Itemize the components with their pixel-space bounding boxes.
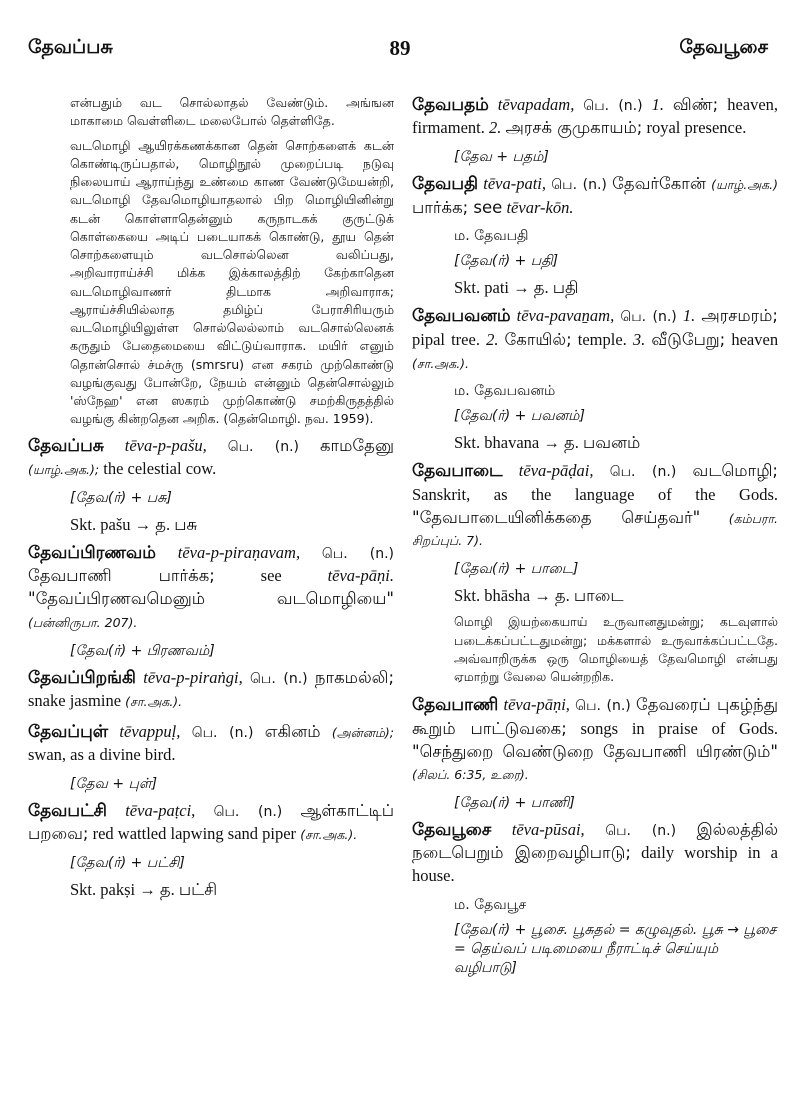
source-citation: (யாழ்.அக.) [711,177,779,193]
headword: தேவப்பசு [28,435,104,456]
sense-number: 3. [632,329,646,349]
page-header [0,36,800,66]
headword: தேவபவனம் [412,306,511,327]
english-definition: heaven, firmament. [412,95,779,138]
part-of-speech: பெ. (n.) [551,177,607,194]
entry [412,94,778,167]
headword: தேவப்பிரணவம் [28,542,156,563]
part-of-speech: பெ. (n.) [250,670,308,687]
entry-definition [412,819,778,888]
entry [28,800,394,901]
headword: தேவபட்சி [28,800,107,821]
english-definition: the celestial cow. [103,458,217,478]
transliteration: tēva-pūsai, [511,819,585,839]
see-transliteration: tēva-pāṇi. [327,566,394,586]
sanskrit-cognate: Skt. pakṣi → த. பட்சி [70,879,218,899]
entry-definition [412,694,778,786]
english-definition: pipal tree. [412,329,480,349]
entry-definition [28,667,394,713]
source-citation: (கம்பரா. சிறப்புப். 7). [412,510,778,549]
headword: தேவபாடை [412,461,503,482]
tamil-definition: தேவர்கோன் [612,174,706,194]
part-of-speech: பெ. (n.) [583,98,643,114]
etymology: [தேவ(ர்) + பதி] [454,253,559,270]
transliteration: tēva-p-pašu, [124,435,207,455]
headword: தேவபாணி [412,695,499,716]
entry-definition [28,721,394,767]
english-definition: songs in praise of Gods. [580,718,779,738]
part-of-speech: பெ. (n.) [575,698,631,715]
part-of-speech: பெ. (n.) [213,803,283,820]
entry [28,542,394,661]
english-definition: temple. [577,329,627,349]
etymology: [தேவ(ர்) + பூசை. பூசுதல் = கழுவுதல். பூசு → பூசை = தெய்வப் படிமையை நீராட்டிச் செய்யும் வழிபாடு] [454,921,777,976]
tamil-definition: வடமொழி; [692,461,778,481]
quotation: "செந்துறை வெண்டுறை தேவபாணி யிரண்டும்" [412,741,778,761]
english-definition: red wattled lapwing sand piper [92,824,297,844]
entry [412,460,778,686]
right-column [412,94,778,984]
sense-number: 2. [486,329,499,349]
entry-definition [412,305,778,374]
source-citation: (சா.அக.). [125,693,183,709]
entry [412,173,778,299]
sanskrit-cognate: Skt. pašu → த. பசு [70,514,198,534]
entry-definition [28,542,394,634]
tamil-definition: அரசமரம்; [701,306,778,326]
sanskrit-cognate: Skt. pati → த. பதி [454,278,579,298]
sanskrit-cognate: Skt. bhavana → த. பவனம் [454,433,641,453]
headword: தேவபதி [412,174,478,195]
transliteration: tēvappuḷ, [119,721,181,741]
sense-number: 1. [651,95,664,114]
tamil-definition: காமதேனு [319,435,394,455]
sanskrit-cognate: Skt. bhāsha → த. பாடை [454,586,624,606]
transliteration: tēva-pavaṉam, [516,306,615,326]
tamil-definition: தேவபாணி பார்க்க; [28,566,215,586]
page-number: 89 [389,36,411,60]
entry [28,721,394,794]
entry [28,435,394,536]
transliteration: tēva-p-piraṇavam, [177,542,301,562]
english-definition: daily worship in a house. [412,843,778,886]
left-column [28,94,394,907]
transliteration: tēva-pāḍai, [518,461,594,481]
sense-number: 1. [682,306,696,326]
tamil-definition: நாகமல்லி; [314,667,395,687]
source-citation: (சா.அக.). [300,827,358,843]
tamil-definition: கோயில்; [504,329,572,349]
part-of-speech: பெ. (n.) [321,545,395,562]
headword: தேவபூசை [412,819,492,840]
etymology: [தேவ(ர்) + பட்சி] [70,855,185,872]
transliteration: tēvapadam, [497,95,575,114]
entry-definition [28,435,394,481]
entry [412,819,778,978]
transliteration: tēva-pati, [483,174,547,194]
tamil-definition: அரசக் குமுகாயம்; [505,118,643,138]
headword: தேவப்பிறங்கி [28,667,136,688]
tamil-definition: இல்லத்தில் நடைபெறும் இறைவழிபாடு; [412,819,779,863]
part-of-speech: பெ. (n.) [191,724,254,741]
part-of-speech: பெ. (n.) [609,464,677,481]
quotation: "தேவபாடையினிக்கதை செய்தவர்" [412,507,701,527]
etymology: [தேவ + புள்] [70,775,158,792]
english-definition: heaven [731,329,779,349]
see-label: பார்க்க; see [412,197,503,217]
running-head-right: தேவபூசை [679,36,768,58]
english-definition: Sanskrit, as the language of the Gods. [412,484,778,504]
entry-definition [412,94,778,140]
headword: தேவப்புள் [28,721,109,742]
usage-note: மொழி இயற்கையாய் உருவானதுமன்று; கடவுளால் படைக்கப்பட்டதுமன்று; மக்களால் உருவாக்கப்பட்டதே. அவ்வாறிருக்க ஒரு மொழியைத் தேவமொழி என்பது ஏமாற்று வேலை யென்றறிக. [454,614,778,685]
transliteration: tēva-paṭci, [125,800,196,820]
tamil-definition: தேவரைப் புகழ்ந்து கூறும் பாட்டுவகை; [412,695,779,738]
part-of-speech: பெ. (n.) [227,438,299,455]
etymology: [தேவ(ர்) + பிரணவம்] [70,642,215,659]
entry-definition [412,460,778,552]
quotation: "தேவப்பிரணவமெனும் வடமொழியை" [28,589,394,609]
part-of-speech: பெ. (n.) [605,822,677,839]
continued-note: என்பதும் வட சொல்லாதல் வேண்டும். அங்ஙன மாகாமை வெள்ளிடை மலைபோல் தெள்ளிதே. [70,95,394,129]
part-of-speech: பெ. (n.) [620,309,677,326]
transliteration: tēva-p-piraṅgi, [143,667,243,687]
transliteration: tēva-pāṇi, [503,695,570,715]
entry-definition [412,173,778,219]
entry-definition [28,800,394,846]
tamil-definition: வீடுபேறு; [651,329,726,349]
sense-number: 2. [488,118,502,138]
see-transliteration: tēvar-kōn. [506,197,574,217]
malayalam-cognate: ம. தேவபவனம் [454,383,556,400]
source-citation: (அன்னம்); [331,724,394,740]
etymology: [தேவ(ர்) + பவனம்] [454,408,585,425]
source-citation: (யாழ்.அக.); [28,461,100,477]
tamil-definition: ஆள்காட்டிப் பறவை; [28,800,395,844]
see-label: see [260,566,282,586]
entry [28,667,394,713]
tamil-definition: விண்; [672,95,719,114]
headword: தேவபதம் [412,95,489,115]
running-head-left: தேவப்பசு [28,36,113,58]
tamil-definition: எகினம் [264,721,321,741]
continued-note: வடமொழி ஆயிரக்கணக்கான தென் சொற்களைக் கடன் கொண்டிருப்பதால், மொழிநூல் முறைப்படி நடுவு நிலையாய் ஆராய்ந்து உண்மை காண வேண்டுமேயன்றி, வடமொழி தேவமொழியாதலால் பிற மொழியினின்று கடன் கொள்ளாதென்னும் கருநாடகக் குருட்டுக் கொள்கையை அடிப் படையாகக் கொண்டு, தூய தென் சொற்களையும் வடசொல்லென வலிப்பது, அறிவாராய்ச்சி மிக்க இக்காலத்திற் கேற்காதென வடமொழிவாணர் திடமாக அறிவாராக; ஆராய்ச்சியில்லாத தமிழ்ப் பேராசிரியரும் வடமொழியிலுள்ள சொல்லெல்லாம் வடசொல்லெனக் கருதும் பேதைமையை விட்டுய்வாராக. மயிர் எனும் தொன்சொல் ச்மச்ரு (smrsru) என சகரம் முற்கொண்டு வழங்குவது போன்றே, நேயம் என்னும் தென்சொல்லும் 'ஸ்நேஹ' என ஸகரம் முற்கொண்டு சமற்கிருதத்தில் வழங்கு கின்றதென அறிக. (தென்மொழி. நவ. 1959). [70,137,394,427]
english-definition: swan, as a divine bird. [28,745,176,765]
etymology: [தேவ + பதம்] [454,149,549,166]
english-definition: snake jasmine [28,690,122,710]
etymology: [தேவ(ர்) + பாடை] [454,561,579,578]
malayalam-cognate: ம. தேவபூச [454,896,527,913]
etymology: [தேவ(ர்) + பாணி] [454,795,575,812]
source-citation: (பன்னிருபா. 207). [28,614,138,630]
entry [412,694,778,813]
source-citation: (சா.அக.). [412,355,470,371]
entry [412,305,778,454]
etymology: [தேவ(ர்) + பசு] [70,489,172,506]
english-definition: royal presence. [646,118,747,138]
malayalam-cognate: ம. தேவபதி [454,228,529,245]
source-citation: (சிலப். 6:35, உரை). [412,767,529,783]
